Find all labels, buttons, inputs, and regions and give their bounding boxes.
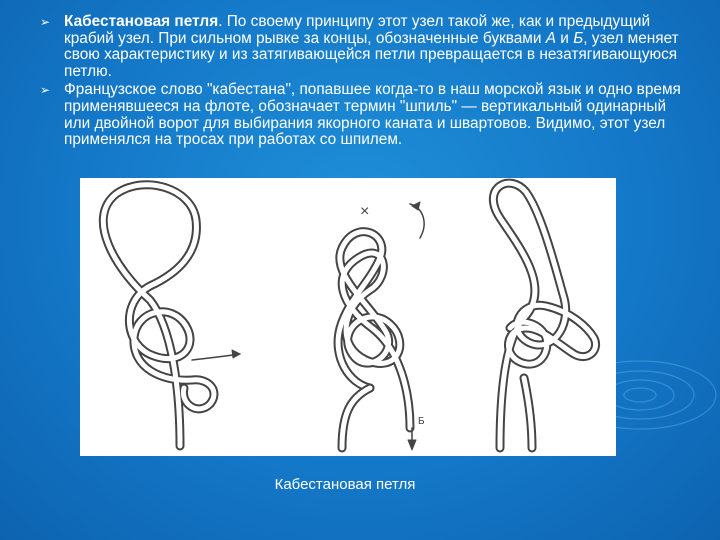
label-b: Б [573, 29, 584, 47]
knot-stage-1 [103, 185, 240, 446]
arrowhead-bullet-icon: ➢ [40, 15, 51, 29]
label-a: А [545, 29, 557, 47]
bullet-item [40, 14, 690, 80]
bullet-text-tail: , узел меняет свою характеристику и из затягивающейся петли превращается в незатягивающуюся петлю. [64, 29, 679, 80]
bullet-item [40, 82, 690, 148]
knot-stage-2 [338, 202, 424, 450]
label-b-figure: Б [418, 416, 425, 427]
figure-caption: Кабестановая петля [274, 476, 416, 493]
arrowhead-bullet-icon: ➢ [40, 83, 51, 98]
bullet-text-mid: и [556, 29, 574, 47]
bullet-title: Кабестановая петля [64, 13, 219, 30]
bullet-list [40, 14, 690, 151]
label-x: × [360, 203, 370, 220]
bullet-text: . По своему принципу этот узел такой же, как и предыдущий крабий узел. При сильном рывке за концы, обозначенные буквами [64, 13, 651, 47]
bullet-text: Французское слово "кабестана", попавшее когда-то в наш морской язык и одно время применявшееся на флоте, обозначает термин "шпиль" — вертикальный одинарный или двойной ворот для выбирания якорного каната и швартовов. Видимо, этот узел применялся на тросах при работах со шпилем. [64, 81, 681, 149]
knot-stage-3 [493, 183, 595, 448]
knot-illustration [80, 178, 616, 456]
